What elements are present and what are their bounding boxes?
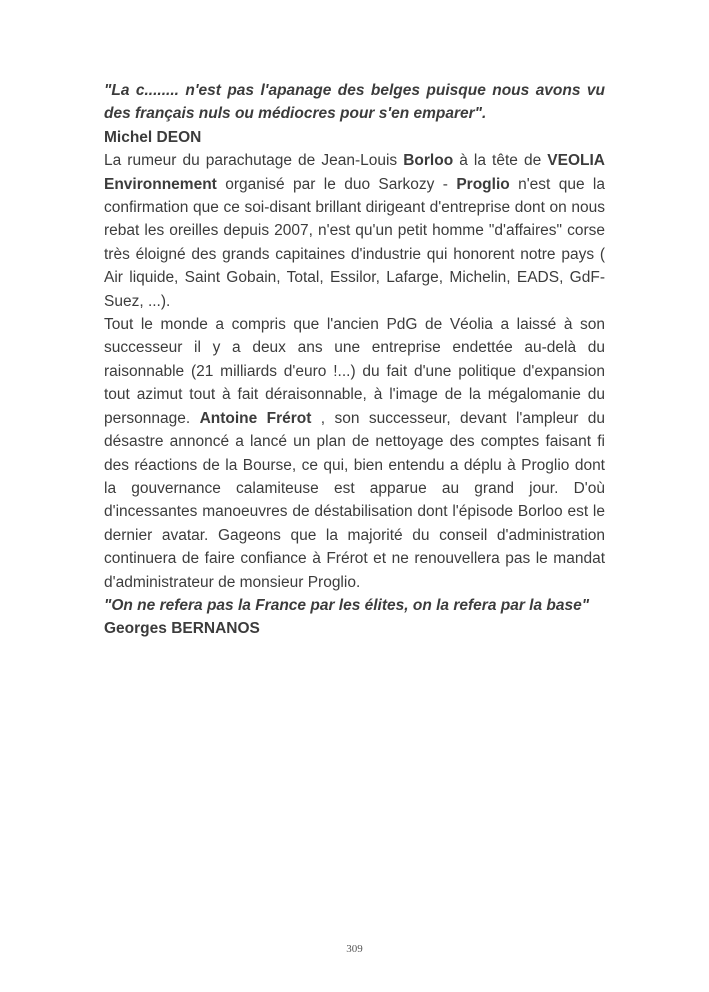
name-frerot: Antoine Frérot xyxy=(199,409,312,427)
page-number: 309 xyxy=(346,943,363,955)
closing-quote: "On ne refera pas la France par les élites, on la refera par la base" xyxy=(104,596,590,614)
name-veolia: VEOLIA Environnement xyxy=(104,152,605,193)
paragraph-text: La rumeur du parachutage de Jean-Louis xyxy=(104,152,404,170)
paragraph-text: , son successeur, devant l'ampleur du désastre annoncé a lancé un plan de nettoyage des comptes faisant fi des réactions de la Bourse, ce qui, bien entendu a déplu à Proglio dont la gouvernance calamiteuse est apparue au grand jour. D'où d'incessantes manoeuvres de déstabilisation dont l'épisode Borloo est le dernier avatar. Gageons que la majorité du conseil d'administration continuera de faire confiance à Frérot et ne renouvellera pas le mandat d'administrateur de monsieur Proglio. xyxy=(104,409,605,591)
opening-quote-author: Michel DEON xyxy=(104,128,202,146)
paragraph-text: n'est que la confirmation que ce soi-disant brillant dirigeant d'entreprise dont on nous rebat les oreilles depuis 2007, n'est qu'un petit homme "d'affaires" corse très éloigné des grands capitaines d'industrie qui honorent notre pays ( Air liquide, Saint Gobain, Total, Essilor, Lafarge, Michelin, EADS, GdF-Suez, ...). xyxy=(104,175,605,310)
paragraph-text: Tout le monde a compris que l'ancien PdG de Véolia a laissé à son successeur il y a deux ans une entreprise endettée au-delà du raisonnable (21 milliards d'euro !...) du fait d'une politique d'expansion tout azimut tout à fait déraisonnable, à l'image de la mégalomanie du personnage. xyxy=(104,316,605,427)
closing-quote-author: Georges BERNANOS xyxy=(104,620,260,638)
paragraph-text: à la tête de xyxy=(453,152,548,170)
paragraph-borloo xyxy=(104,149,605,313)
name-borloo: Borloo xyxy=(403,152,454,170)
opening-quote: "La c........ n'est pas l'apanage des belges puisque nous avons vu des français nuls ou médiocres pour s'en emparer". xyxy=(104,82,605,123)
paragraph-frerot xyxy=(104,313,605,594)
name-proglio: Proglio xyxy=(456,175,510,193)
page-content xyxy=(104,79,605,641)
paragraph-text: organisé par le duo Sarkozy - xyxy=(216,175,457,193)
